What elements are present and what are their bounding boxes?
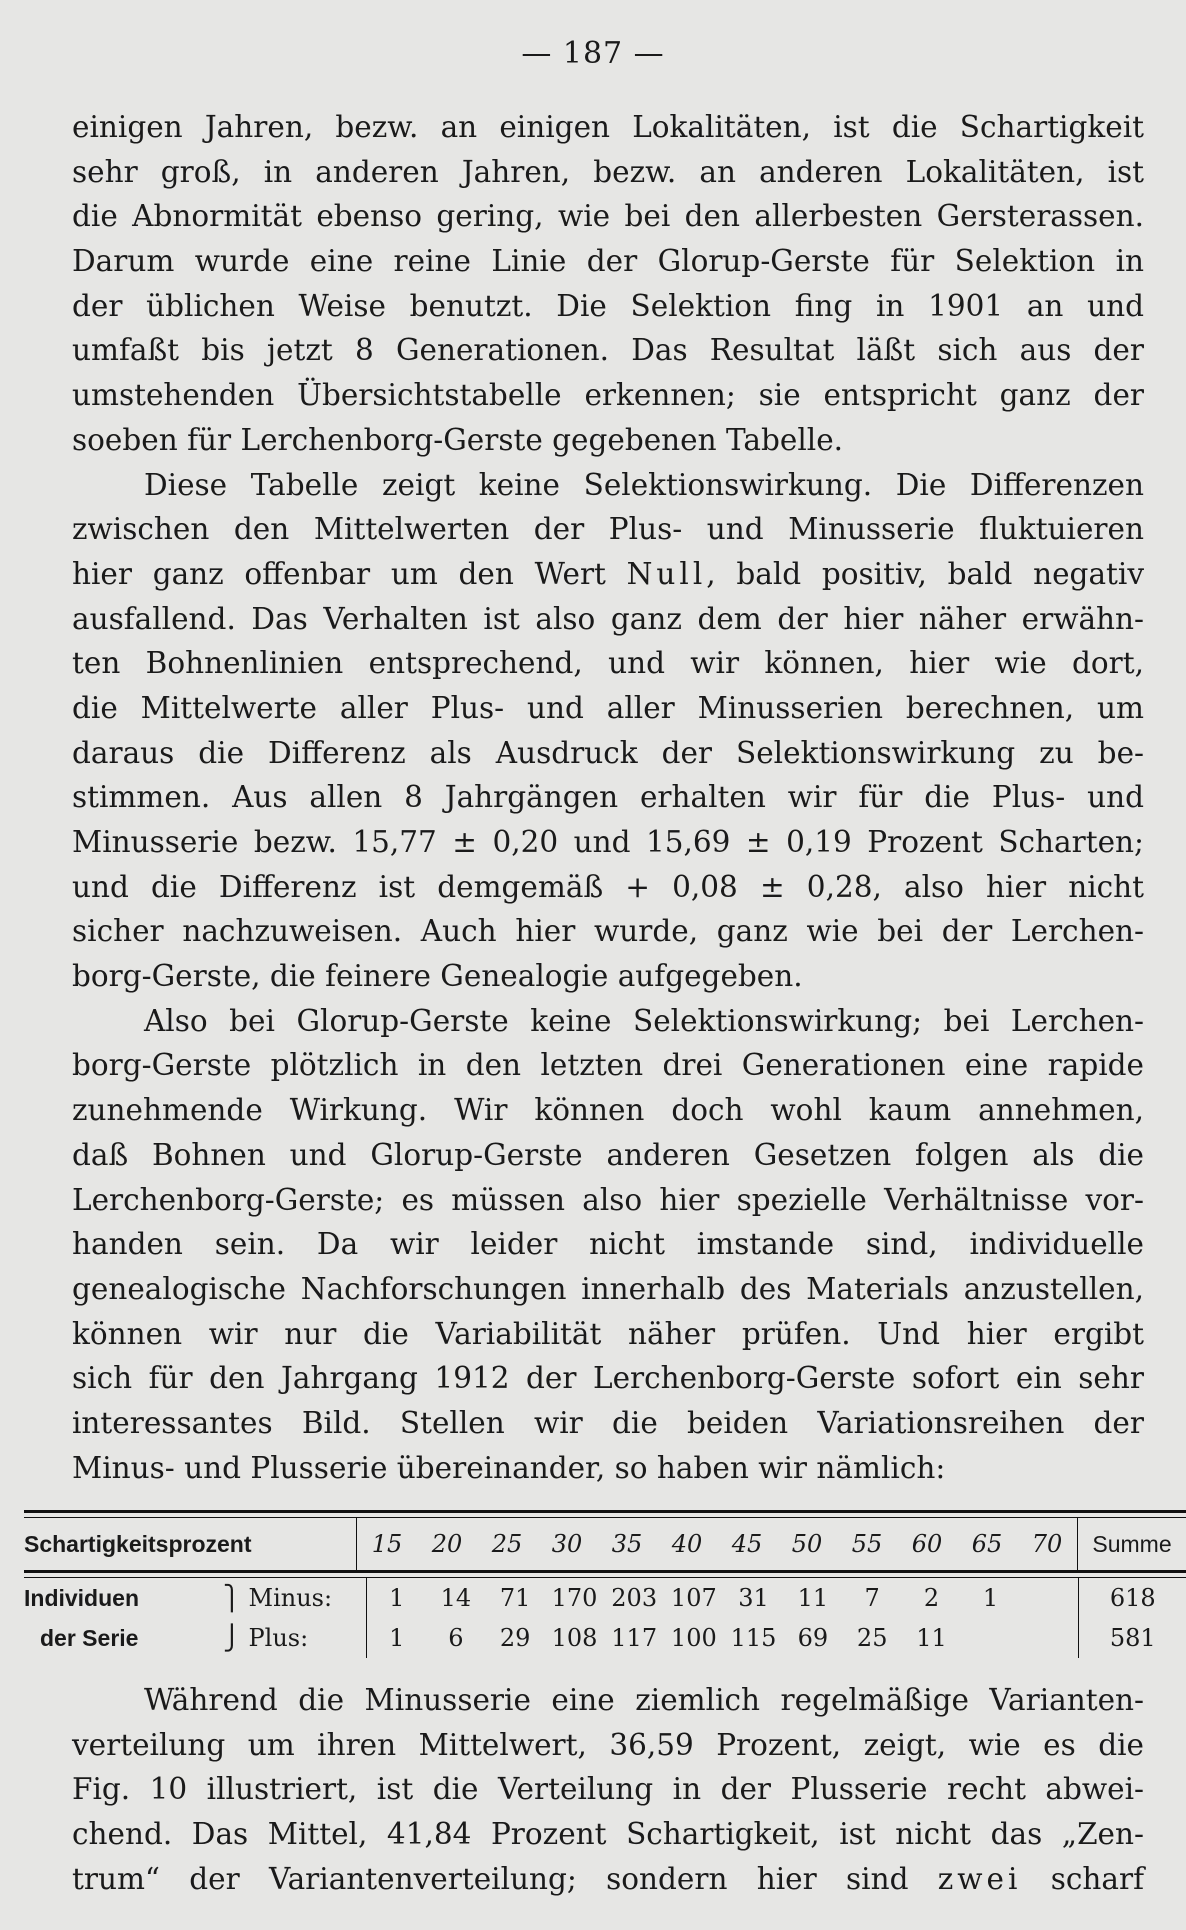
text-line: die Abnormität ebenso gering, wie bei den allerbesten Gersterassen. [72, 199, 1144, 234]
table-cell: 11 [916, 1624, 947, 1652]
text-line: umfaßt bis jetzt 8 Generationen. Das Resultat läßt sich aus der [72, 333, 1144, 368]
sum-cell: 581 [1079, 1618, 1186, 1658]
text-line: zunehmende Wirkung. Wir können doch wohl kaum annehmen, [72, 1093, 1144, 1128]
column-header: 15 [357, 1518, 418, 1570]
table-cell: 108 [551, 1624, 598, 1652]
table-cell: 29 [499, 1624, 531, 1652]
text-fragment: hier ganz offenbar um den Wert [72, 556, 606, 591]
sum-header: Summe [1078, 1518, 1186, 1570]
text-line: und die Differenz ist demgemäß + 0,08 ± 0,28, also hier nicht [72, 869, 1144, 904]
column-header: 25 [491, 1530, 523, 1558]
distribution-table [24, 1510, 1186, 1658]
page-number: — 187 — [521, 36, 665, 71]
text-line: handen sein. Da wir leider nicht imstande sind, individuelle [72, 1227, 1144, 1262]
text-line: daraus die Differenz als Ausdruck der Selektionswirkung zu be- [72, 735, 1144, 770]
text-line [72, 1857, 1144, 1902]
table-cell: 7 [864, 1584, 880, 1612]
text-line: Diese Tabelle zeigt keine Selektionswirkung. Die Differenzen [144, 467, 1144, 502]
table-cell: 1 [982, 1584, 999, 1612]
column-header: 30 [551, 1530, 583, 1558]
text-line: borg-Gerste plötzlich in den letzten drei Generationen eine rapide [72, 1048, 1144, 1083]
text-line: daß Bohnen und Glorup-Gerste anderen Gesetzen folgen als die [72, 1137, 1144, 1172]
text-line: sich für den Jahrgang 1912 der Lerchenborg-Gerste sofort ein sehr [72, 1361, 1144, 1396]
table-header-row [24, 1518, 1186, 1570]
column-header: 45 [731, 1530, 763, 1558]
text-line: sehr groß, in anderen Jahren, bezw. an anderen Lokalitäten, ist [72, 154, 1144, 189]
table-cell: 117 [611, 1624, 658, 1652]
header-label: Schartigkeitsprozent [24, 1530, 252, 1557]
text-line: ten Bohnenlinien entsprechend, und wir können, hier wie dort, [72, 646, 1144, 681]
text-line: sicher nachzuweisen. Auch hier wurde, ganz wie bei der Lerchen- [72, 914, 1144, 949]
text-line: Darum wurde eine reine Linie der Glorup-Gerste für Selektion in [72, 244, 1144, 279]
table-cell [1020, 1618, 1079, 1658]
table-cell: 203 [611, 1584, 658, 1612]
emphasis-null: Null [626, 556, 707, 591]
table-cell: 14 [440, 1584, 472, 1612]
text-line: genealogische Nachforschungen innerhalb des Materials anzustellen, [72, 1271, 1144, 1306]
text-line: chend. Das Mittel, 41,84 Prozent Schartigkeit, ist nicht das „Zen- [72, 1817, 1144, 1852]
table-cell [961, 1618, 1020, 1658]
table-cell: 25 [856, 1624, 888, 1652]
text-line [72, 552, 1144, 597]
table-cell: 71 [499, 1584, 531, 1612]
group-label: Individuen [24, 1584, 139, 1611]
text-fragment: trum“ der Variantenverteilung; sondern hier sind [72, 1861, 909, 1896]
text-fragment: , bald positiv, bald negativ [706, 556, 1144, 591]
row-label: ⎭ Plus: [222, 1624, 309, 1652]
text-line: stimmen. Aus allen 8 Jahrgängen erhalten wir für die Plus- und [72, 780, 1144, 815]
text-line: Während die Minusserie eine ziemlich regelmäßige Varianten- [144, 1683, 1144, 1717]
text-line: Minus- und Plusserie übereinander, so haben wir nämlich: [72, 1450, 946, 1485]
text-line: Fig. 10 illustriert, ist die Verteilung in der Plusserie recht abwei- [72, 1772, 1144, 1807]
text-line: ausfallend. Das Verhalten ist also ganz dem der hier näher erwähn- [72, 601, 1144, 636]
column-header: 40 [671, 1530, 703, 1558]
group-label: der Serie [40, 1624, 139, 1651]
table-cell: 170 [551, 1584, 598, 1612]
text-fragment: scharf [1050, 1861, 1144, 1896]
table-cell: 115 [730, 1624, 777, 1652]
emphasis-zwei: zwei [937, 1861, 1022, 1896]
column-header: 50 [791, 1530, 823, 1558]
column-header: 70 [1031, 1530, 1063, 1558]
text-line: umstehenden Übersichtstabelle erkennen; sie entspricht ganz der [72, 378, 1144, 413]
row-label-text: Plus: [248, 1624, 309, 1652]
row-label-text: Minus: [248, 1584, 333, 1612]
column-header: 20 [431, 1530, 463, 1558]
text-line: borg-Gerste, die feinere Genealogie aufgegeben. [72, 959, 803, 994]
table-cell: 107 [670, 1584, 717, 1612]
text-line: Minusserie bezw. 15,77 ± 0,20 und 15,69 ± 0,19 Prozent Scharten; [72, 825, 1144, 859]
table-mid-rule [24, 1570, 1186, 1578]
column-header: 65 [971, 1530, 1003, 1558]
column-header: 55 [851, 1530, 883, 1558]
table-header [24, 1518, 1186, 1570]
table-cell: 1 [367, 1578, 426, 1618]
text-line: einigen Jahren, bezw. an einigen Lokalitäten, ist die Schartigkeit [72, 110, 1144, 144]
text-line: soeben für Lerchenborg-Gerste gegebenen Tabelle. [72, 422, 844, 457]
table-cell: 69 [797, 1624, 829, 1652]
text-line: können wir nur die Variabilität näher prüfen. Und hier ergibt [72, 1316, 1144, 1351]
table-cell: 31 [738, 1584, 769, 1612]
table-body [24, 1578, 1186, 1658]
text-line: Also bei Glorup-Gerste keine Selektionswirkung; bei Lerchen- [144, 1003, 1144, 1038]
table-cell [1020, 1578, 1079, 1618]
table-cell: 2 [923, 1584, 940, 1612]
body-text-top [72, 105, 1144, 1490]
text-line: Lerchenborg-Gerste; es müssen also hier spezielle Verhältnisse vor- [72, 1182, 1144, 1217]
table-row [24, 1618, 1186, 1658]
text-line: interessantes Bild. Stellen wir die beiden Variationsreihen der [72, 1405, 1144, 1440]
text-line: die Mittelwerte aller Plus- und aller Minusserien berechnen, um [72, 690, 1144, 725]
table-top-rule [24, 1510, 1186, 1518]
table-row [24, 1578, 1186, 1618]
text-line: zwischen den Mittelwerten der Plus- und Minusserie fluktuieren [72, 512, 1144, 547]
body-text-bottom [72, 1678, 1144, 1901]
table-cell: 11 [797, 1584, 829, 1612]
sum-cell: 618 [1079, 1578, 1186, 1618]
column-header: 60 [911, 1530, 943, 1558]
row-label: ⎫ Minus: [222, 1584, 333, 1612]
column-header: 35 [611, 1530, 643, 1558]
table-cell: 6 [448, 1624, 464, 1652]
table-cell: 1 [367, 1618, 426, 1658]
table-cell: 100 [670, 1624, 717, 1652]
text-line: verteilung um ihren Mittelwert, 36,59 Prozent, zeigt, wie es die [72, 1727, 1144, 1762]
text-line: der üblichen Weise benutzt. Die Selektion fing in 1901 an und [72, 288, 1144, 323]
